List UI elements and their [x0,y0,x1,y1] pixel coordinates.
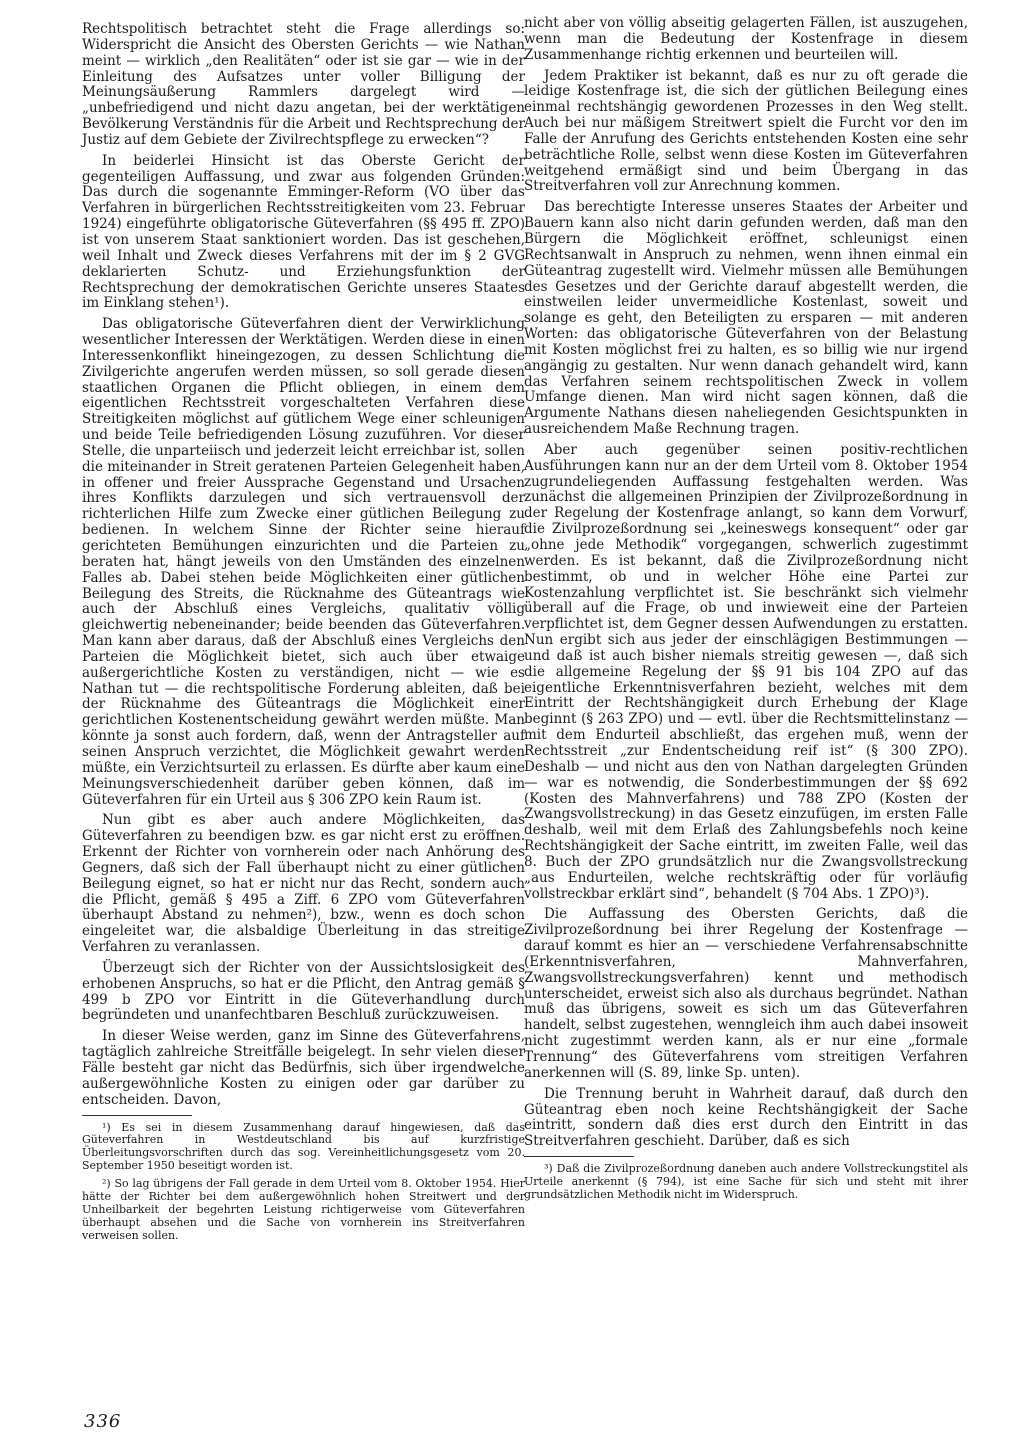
left-column [82,22,525,1248]
paragraph: Aber auch gegenüber seinen positiv-rechtlichen Ausführungen kann nur an der dem Urteil vom 8. Oktober 1954 zugrundeliegenden Auffassung festgehalten werden. Was zunächst die allgemeinen Prinzipien der Zivilprozeßordnung in der Regelung der Kostenfrage anlangt, so kann dem Vorwurf, die Zivilprozeßordnung sei „keineswegs konsequent“ oder gar „ohne jede Methodik“ vorgegangen, schwerlich zugestimmt werden. Es ist bekannt, daß die Zivilprozeßordnung nicht bestimmt, ob und in welcher Höhe eine Partei zur Kostenzahlung verpflichtet ist. Sie beschränkt sich vielmehr überall auf die Frage, ob und inwieweit eine der Parteien verpflichtet ist, dem Gegner dessen Aufwendungen zu erstatten. Nun ergibt sich aus jeder der einschlägigen Bestimmungen — und daß ist auch bisher niemals streitig gewesen —, daß sich die allgemeine Regelung der §§ 91 bis 104 ZPO auf das eigentliche Erkenntnisverfahren bezieht, welches mit dem Eintritt der Rechtshängigkeit durch Erhebung der Klage beginnt (§ 263 ZPO) und — evtl. über die Rechtsmittelinstanz — mit dem Endurteil abschließt, das ergehen muß, wenn der Rechtsstreit „zur Endentscheidung reif ist“ (§ 300 ZPO). Deshalb — und nicht aus den von Nathan dargelegten Gründen — war es notwendig, die Sonderbestimmungen der §§ 692 (Kosten des Mahnverfahrens) und 788 ZPO (Kosten der Zwangsvollstreckung) in das Gesetz einzufügen, im ersten Falle deshalb, weil mit dem Erlaß des Zahlungsbefehls noch keine Rechtshängigkeit der Sache eintritt, im zweiten Falle, weil das 8. Buch der ZPO grundsätzlich nur die Zwangsvollstreckung „aus Endurteilen, welche rechtskräftig oder für vorläufig vollstreckbar erklärt sind“, behandelt (§ 704 Abs. 1 ZPO)³). [524,441,968,902]
paragraph: In beiderlei Hinsicht ist das Oberste Gericht der gegenteiligen Auffassung, und zwar aus folgenden Gründen: Das durch die sogenannte Emminger-Reform (VO über das Verfahren in bürgerlichen Rechtsstreitigkeiten vom 23. Februar 1924) eingeführte obligatorische Güteverfahren (§§ 495 ff. ZPO) ist von unserem Staat sanktioniert worden. Das ist geschehen, weil Inhalt und Zweck dieses Verfahrens mit der im § 2 GVG deklarierten Schutz- und Erziehungsfunktion der Rechtsprechung der demokratischen Gerichte unseres Staates im Einklang stehen¹). [82,152,525,312]
footnote: ³) Daß die Zivilprozeßordnung daneben auch andere Vollstreckungstitel als Urteile anerkennt (§ 794), ist eine Sache für sich und steht mit ihrer grundsätzlichen Methodik nicht im Widerspruch. [524,1162,968,1201]
paragraph: Jedem Praktiker ist bekannt, daß es nur zu oft gerade die leidige Kostenfrage ist, die sich der gütlichen Beilegung eines einmal rechtshängig gewordenen Prozesses in den Weg stellt. Auch bei nur mäßigem Streitwert spielt die Furcht vor den im Falle der Anrufung des Gerichts entstehenden Kosten eine sehr beträchtliche Rolle, selbst wenn diese Kosten im Güteverfahren weitgehend ermäßigt sind und beim Übergang in das Streitverfahren voll zur Anrechnung kommen. [524,67,968,195]
paragraph: nicht aber von völlig abseitig gelagerten Fällen, ist auszugehen, wenn man die Bedeutung der Kostenfrage in diesem Zusammenhange richtig erkennen und beurteilen will. [524,15,968,63]
footnote: ²) So lag übrigens der Fall gerade in dem Urteil vom 8. Oktober 1954. Hier hätte der Richter bei dem außergewöhnlich hohen Streitwert und der Unheilbarkeit der begehrten Leistung richtigerweise vom Güteverfahren überhaupt absehen und die Sache von vornherein ins Streitverfahren verweisen sollen. [82,1177,525,1242]
page-number: 336 [84,1411,122,1432]
paragraph: Rechtspolitisch betrachtet steht die Frage allerdings so: Widerspricht die Ansicht des Obersten Gerichts — wie Nathan meint — wirklich „den Realitäten“ oder ist sie gar — wie in der Einleitung des Aufsatzes unter voller Billigung der Meinungsäußerung Rammlers dargelegt wird — „unbefriedigend und nicht dazu angetan, bei der werktätigen Bevölkerung Verständnis für die Arbeit und Rechtsprechung der Justiz auf dem Gebiete der Zivilrechtspflege zu erwecken“? [82,21,525,148]
paragraph: Das berechtigte Interesse unseres Staates der Arbeiter und Bauern kann also nicht darin gefunden werden, daß man den Bürgern die Möglichkeit eröffnet, schleunigst einen Rechtsanwalt in Anspruch zu nehmen, wenn ihnen einmal ein Güteantrag zugestellt wird. Vielmehr müssen alle Bemühungen des Gesetzes und der Gerichte darauf abgestellt werden, die einstweilen leider unvermeidliche Kostenlast, soweit und solange es geht, den Beteiligten zu ersparen — mit anderen Worten: das obligatorische Güteverfahren von der Belastung mit Kosten möglichst frei zu halten, es so billig wie nur irgend angängig zu gestalten. Nur wenn danach gehandelt wird, kann das Verfahren seinem rechtspolitischen Zweck in vollem Umfange dienen. Man wird nicht sagen können, daß die Argumente Nathans diesen naheliegenden Gesichtspunkten in ausreichendem Maße Rechnung tragen. [524,199,968,438]
paragraph: Das obligatorische Güteverfahren dient der Verwirklichung wesentlicher Interessen der Werktätigen. Werden diese in einen Interessenkonflikt hineingezogen, zu dessen Schlichtung die Zivilgerichte angerufen werden müssen, so soll gerade diesen staatlichen Organen die Pflicht obliegen, in einem dem eigentlichen Rechtsstreit vorgeschalteten Verfahren diese Streitigkeiten möglichst auf gütlichem Wege einer schleunigen und beide Teile befriedigenden Lösung zuzuführen. Vor dieser Stelle, die unparteiisch und jederzeit leicht erreichbar ist, sollen die miteinander in Streit geratenen Parteien Gelegenheit haben, in offener und freier Aussprache Gegenstand und Ursachen ihres Konflikts darzulegen und sich vertrauensvoll der richterlichen Hilfe zum Zwecke einer gütlichen Beilegung zu bedienen. In welchem Sinne der Richter seine hierauf gerichteten Bemühungen einzurichten und die Parteien zu beraten hat, hängt jeweils von den Umständen des einzelnen Falles ab. Dabei stehen beide Möglichkeiten einer gütlichen Beilegung des Streits, die Rücknahme des Güteantrags wie auch der Abschluß eines Vergleichs, qualitativ völlig gleichwertig nebeneinander; beide beenden das Güteverfahren. Man kann aber daraus, daß der Abschluß eines Vergleichs den Parteien die Möglichkeit bietet, sich auch über etwaige außergerichtliche Kosten zu verständigen, nicht — wie es Nathan tut — die rechtspolitische Forderung ableiten, daß bei der Rücknahme des Güteantrags die Möglichkeit einer gerichtlichen Kostenentscheidung gewährt werden müßte. Man könnte ja sonst auch fordern, daß, wenn der Antragsteller auf seinen Anspruch verzichtet, die Möglichkeit gewahrt werden müßte, ein Verzichtsurteil zu erlassen. Es dürfte aber kaum eine Meinungsverschiedenheit darüber geben können, daß im Güteverfahren für ein Urteil aus § 306 ZPO kein Raum ist. [82,316,526,808]
right-column [524,16,968,1207]
paragraph: In dieser Weise werden, ganz im Sinne des Güteverfahrens, tagtäglich zahlreiche Streitfälle beigelegt. In sehr vielen dieser Fälle besteht gar nicht das Bedürfnis, sich über irgendwelche außergewöhnliche Kosten zu einigen oder gar darüber zu entscheiden. Davon, [82,1028,525,1108]
footnote-divider [524,1156,634,1157]
footnote-divider [82,1115,192,1116]
paragraph: Die Auffassung des Obersten Gerichts, daß die Zivilprozeßordnung bei ihrer Regelung der Kostenfrage — darauf kommt es hier an — verschiedene Verfahrensabschnitte (Erkenntnisverfahren, Mahnverfahren, Zwangsvollstreckungsverfahren) kennt und methodisch unterscheidet, erweist sich also als durchaus begründet. Nathan muß das übrigens, soweit es sich um das Güteverfahren handelt, selbst zugestehen, wenngleich ihm auch dabei insoweit nicht zugestimmt werden kann, als er nur eine „formale Trennung“ des Güteverfahrens vom streitigen Verfahren anerkennen will (S. 89, linke Sp. unten). [524,906,968,1081]
footnote: ¹) Es sei in diesem Zusammenhang darauf hingewiesen, daß das Güteverfahren in Westdeutschland bis auf kurzfristige Überleitungsvorschriften durch das sog. Vereinheitlichungsgesetz vom 20. September 1950 beseitigt worden ist. [82,1120,525,1173]
paragraph: Die Trennung beruht in Wahrheit darauf, daß durch den Güteantrag eben noch keine Rechtshängigkeit der Sache eintritt, sondern daß dies erst durch den Eintritt in das Streitverfahren geschieht. Darüber, daß es sich [524,1085,968,1150]
paragraph: Nun gibt es aber auch andere Möglichkeiten, das Güteverfahren zu beendigen bzw. es gar nicht erst zu eröffnen. Erkennt der Richter von vornherein oder nach Anhörung des Gegners, daß sich der Fall überhaupt nicht zu einer gütlichen Beilegung eignet, so hat er nicht nur das Recht, sondern auch die Pflicht, gemäß § 495 a Ziff. 6 ZPO vom Güteverfahren überhaupt Abstand zu nehmen²), bzw., wenn es doch schon eingeleitet war, die alsbaldige Überleitung in das streitige Verfahren zu veranlassen. [82,812,525,956]
paragraph: Überzeugt sich der Richter von der Aussichtslosigkeit des erhobenen Anspruchs, so hat er die Pflicht, den Antrag gemäß § 499 b ZPO vor Eintritt in die Güteverhandlung durch begründeten und unanfechtbaren Beschluß zurückzuweisen. [82,959,525,1024]
